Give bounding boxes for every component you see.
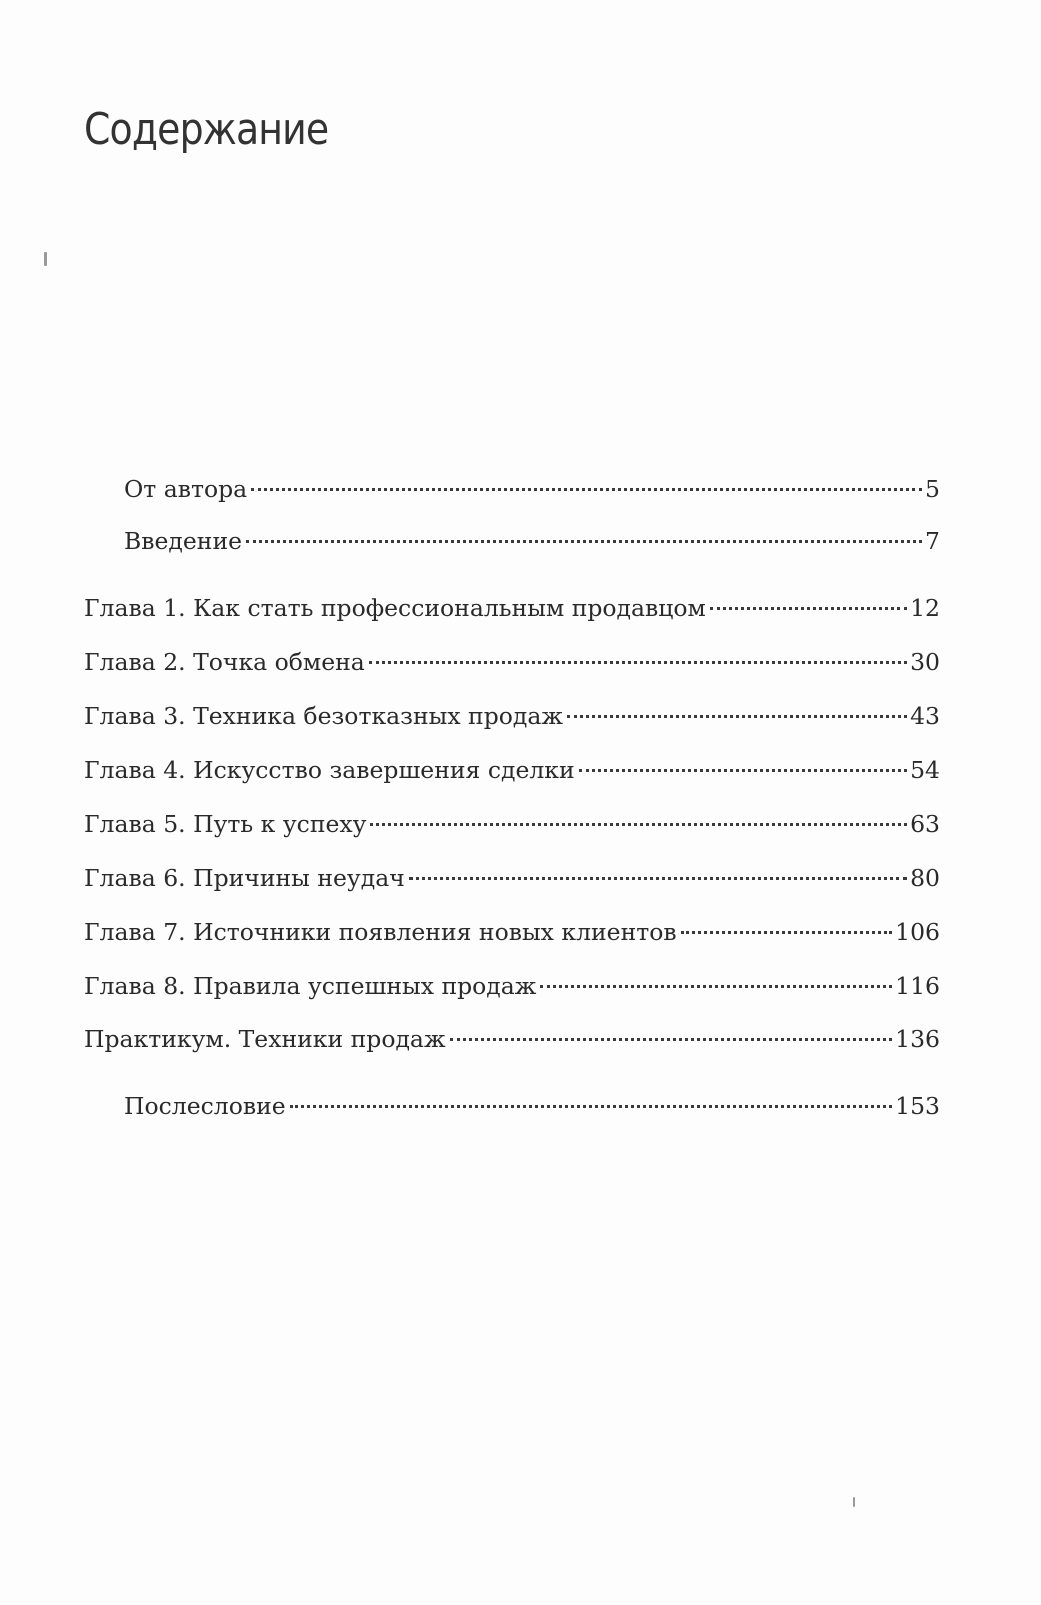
toc-page-number: 12 bbox=[910, 594, 940, 622]
toc-entry-label: Практикум. Техники продаж bbox=[84, 1025, 446, 1053]
toc-entry-label: Глава 4. Искусство завершения сделки bbox=[84, 756, 575, 784]
toc-dot-leader bbox=[370, 823, 907, 826]
toc-entry-label: Глава 2. Точка обмена bbox=[84, 648, 365, 676]
toc-entry-label: Глава 6. Причины неудач bbox=[84, 864, 405, 892]
toc-entry-label: Глава 7. Источники появления новых клиентов bbox=[84, 918, 677, 946]
toc-entry[interactable] bbox=[84, 470, 940, 508]
toc-entry[interactable] bbox=[84, 697, 940, 735]
toc-entry[interactable] bbox=[84, 522, 940, 560]
toc-page-number: 63 bbox=[910, 810, 940, 838]
toc-entry[interactable] bbox=[84, 859, 940, 897]
toc-page-number: 80 bbox=[910, 864, 940, 892]
toc-dot-leader bbox=[567, 715, 907, 718]
toc-dot-leader bbox=[681, 931, 893, 934]
toc-dot-leader bbox=[409, 877, 907, 880]
toc-page-number: 54 bbox=[910, 756, 940, 784]
toc-entry[interactable] bbox=[84, 1020, 940, 1058]
toc-dot-leader bbox=[251, 488, 922, 491]
toc-page-number: 106 bbox=[895, 918, 940, 946]
toc-dot-leader bbox=[290, 1105, 892, 1108]
toc-entry[interactable] bbox=[84, 643, 940, 681]
scan-speck bbox=[853, 1497, 855, 1507]
toc-page-number: 116 bbox=[895, 972, 940, 1000]
toc-entry[interactable] bbox=[84, 589, 940, 627]
toc-entry-label: Глава 5. Путь к успеху bbox=[84, 810, 367, 838]
toc-page-number: 30 bbox=[910, 648, 940, 676]
toc-entry-label: Глава 8. Правила успешных продаж bbox=[84, 972, 537, 1000]
toc-dot-leader bbox=[369, 661, 907, 664]
toc-entry-label: От автора bbox=[124, 475, 248, 503]
toc-entry-label: Введение bbox=[124, 527, 243, 555]
toc-page-number: 136 bbox=[895, 1025, 940, 1053]
toc-dot-leader bbox=[246, 540, 922, 543]
toc-page-number: 153 bbox=[895, 1092, 940, 1120]
toc-page-number: 43 bbox=[910, 702, 940, 730]
toc-entry[interactable] bbox=[84, 913, 940, 951]
toc-dot-leader bbox=[540, 985, 892, 988]
toc-entry[interactable] bbox=[84, 1087, 940, 1125]
toc-entry-label: Глава 3. Техника безотказных продаж bbox=[84, 702, 564, 730]
toc-dot-leader bbox=[710, 607, 907, 610]
scan-speck bbox=[44, 252, 47, 266]
toc-page-number: 7 bbox=[925, 527, 940, 555]
toc-page-number: 5 bbox=[925, 475, 940, 503]
toc-entry-label: Послесловие bbox=[124, 1092, 286, 1120]
toc-entry-label: Глава 1. Как стать профессиональным продавцом bbox=[84, 594, 706, 622]
toc-entry[interactable] bbox=[84, 805, 940, 843]
page-title: Содержание bbox=[84, 104, 329, 155]
toc-entry[interactable] bbox=[84, 967, 940, 1005]
toc-entry[interactable] bbox=[84, 751, 940, 789]
toc-dot-leader bbox=[579, 769, 907, 772]
toc-dot-leader bbox=[450, 1038, 893, 1041]
